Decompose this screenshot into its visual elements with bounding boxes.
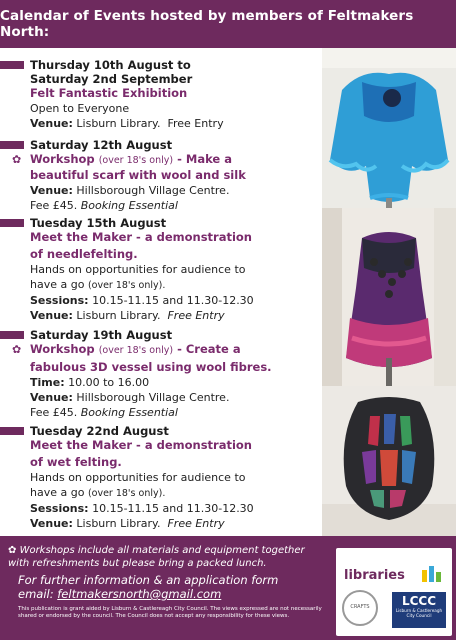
event-title: Felt Fantastic Exhibition [30, 86, 188, 100]
event-date: Saturday 19th August [30, 328, 173, 342]
event-sessions: Sessions: 10.15-11.15 and 11.30-12.30 [30, 502, 254, 515]
event-title-2: of wet felting. [30, 455, 122, 469]
event-venue: Venue: Hillsborough Village Centre. [30, 391, 230, 404]
event-venue: Venue: Lisburn Library. Free Entry [30, 117, 224, 130]
contact-info [18, 573, 338, 601]
sponsor-logos [336, 548, 452, 636]
email-row: email: feltmakersnorth@gmail.com [18, 587, 222, 601]
event-2 [0, 138, 320, 213]
event-description: Hands on opportunities for audience to [30, 471, 246, 484]
date-bar [0, 331, 24, 339]
crafts-logo: CRAFTS [342, 590, 378, 626]
council-logo: LCCC Lisburn & Castlereagh City Council [392, 592, 446, 628]
date-bar [0, 427, 24, 435]
event-date: Tuesday 22nd August [30, 424, 169, 438]
event-title-2: fabulous 3D vessel using wool fibres. [30, 360, 272, 374]
page-footer [0, 536, 456, 640]
event-description-2: have a go (over 18's only). [30, 486, 166, 499]
event-venue: Venue: Lisburn Library. Free Entry [30, 517, 225, 530]
event-date-row [0, 58, 320, 72]
flower-icon: ✿ [8, 545, 20, 556]
flower-icon: ✿ [12, 153, 22, 166]
event-date: Tuesday 15th August [30, 216, 167, 230]
event-date-end: Saturday 2nd September [30, 72, 193, 86]
event-venue: Venue: Hillsborough Village Centre. [30, 184, 230, 197]
disclaimer: This publication is grant aided by Lisburn & Castlereagh City Council. The views expressed are not necessarily shared or endorsed by the council. The Council does not accept any responsibility for these views. [18, 606, 322, 619]
event-title-2: of needlefelting. [30, 247, 138, 261]
page-title: Calendar of Events hosted by members of Feltmakers North: [0, 8, 414, 40]
photo-felt-vessel [322, 386, 456, 536]
event-title: Workshop (over 18's only) - Make a [30, 152, 232, 166]
event-date: Saturday 12th August [30, 138, 173, 152]
event-title: Meet the Maker - a demonstration [30, 438, 252, 452]
date-bar [0, 219, 24, 227]
event-title-2: beautiful scarf with wool and silk [30, 168, 246, 182]
event-time: Time: 10.00 to 16.00 [30, 376, 150, 389]
events-area [0, 48, 456, 536]
event-audience: Open to Everyone [30, 102, 130, 115]
event-description: Hands on opportunities for audience to [30, 263, 246, 276]
event-description-2: have a go (over 18's only). [30, 278, 166, 291]
event-date-row [0, 424, 320, 438]
event-3 [0, 216, 320, 323]
event-fee: Fee £45. Booking Essential [30, 406, 178, 419]
further-info: For further information & an application form [18, 573, 279, 587]
event-date: Thursday 10th August to [30, 58, 191, 72]
event-sessions: Sessions: 10.15-11.15 and 11.30-12.30 [30, 294, 254, 307]
email-link[interactable]: feltmakersnorth@gmail.com [57, 587, 222, 601]
date-bar [0, 141, 24, 149]
photo-blue-felt-wrap [322, 48, 456, 208]
event-venue: Venue: Lisburn Library. Free Entry [30, 309, 225, 322]
date-bar [0, 61, 24, 69]
event-date-row [0, 138, 320, 152]
page-header [0, 0, 456, 48]
workshops-note: ✿ Workshops include all materials and equipment together with refreshments but please bring a packed lunch. [8, 545, 305, 569]
event-5 [0, 424, 320, 531]
event-1 [0, 58, 320, 131]
event-4 [0, 328, 320, 420]
photo-purple-felt-dress [322, 208, 456, 386]
flower-icon: ✿ [12, 343, 22, 356]
event-fee: Fee £45. Booking Essential [30, 199, 178, 212]
libraries-logo: libraries [344, 568, 405, 583]
event-date-row [0, 216, 320, 230]
libraries-mark-icon [422, 564, 442, 582]
event-date-row [0, 328, 320, 342]
event-title: Workshop (over 18's only) - Create a [30, 342, 241, 356]
event-title: Meet the Maker - a demonstration [30, 230, 252, 244]
